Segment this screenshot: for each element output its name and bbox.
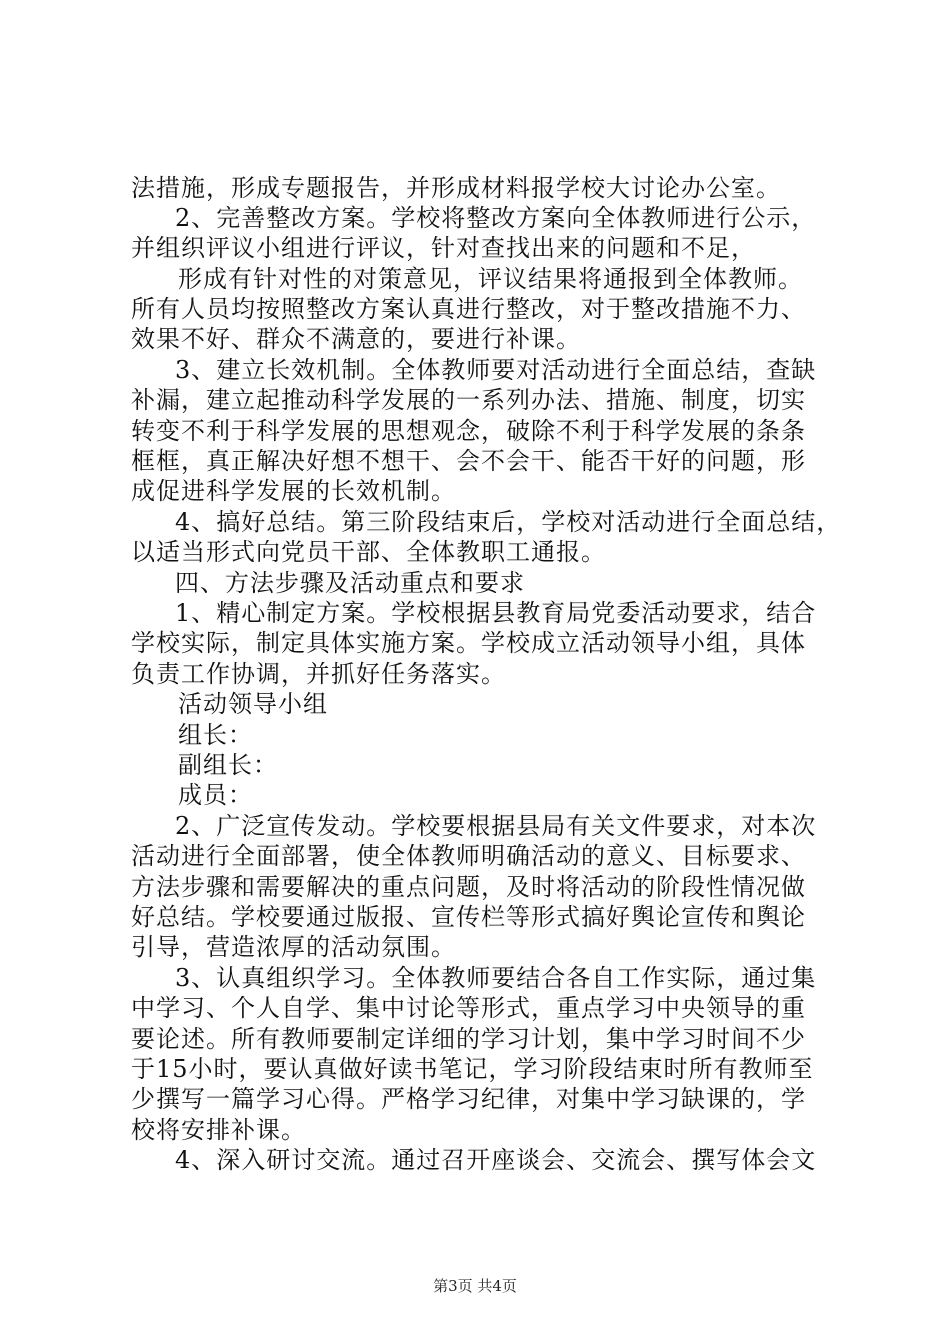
- text-line: 负责工作协调，并抓好任务落实。: [131, 660, 506, 688]
- text-line: 以适当形式向党员干部、全体教职工通报。: [131, 538, 606, 566]
- section-heading: 四、方法步骤及活动重点和要求: [175, 569, 525, 597]
- text-line: 2、广泛宣传发动。学校要根据县局有关文件要求，对本次: [175, 812, 817, 840]
- text-line: 副组长：: [178, 751, 278, 779]
- text-line: 补漏，建立起推动科学发展的一系列办法、措施、制度，切实: [131, 386, 806, 414]
- text-line: 4、深入研讨交流。通过召开座谈会、交流会、撰写体会文: [175, 1146, 817, 1174]
- text-line: 组长：: [178, 721, 253, 749]
- text-line: 少撰写一篇学习心得。严格学习纪律，对集中学习缺课的，学: [131, 1085, 806, 1113]
- text-line: 引导，营造浓厚的活动氛围。: [131, 933, 456, 961]
- text-line: 活动进行全面部署，使全体教师明确活动的意义、目标要求、: [131, 842, 806, 870]
- text-line: 并组织评议小组进行评议，针对查找出来的问题和不足，: [131, 234, 756, 262]
- text-line: 2、完善整改方案。学校将整改方案向全体教师进行公示，: [175, 204, 817, 232]
- text-line: 所有人员均按照整改方案认真进行整改，对于整改措施不力、: [131, 295, 806, 323]
- text-line: 3、建立长效机制。全体教师要对活动进行全面总结，查缺: [175, 356, 817, 384]
- page-number-footer: 第3页 共4页: [433, 1277, 517, 1295]
- text-line: 4、搞好总结。第三阶段结束后，学校对活动进行全面总结，: [175, 508, 842, 536]
- text-line: 于15小时，要认真做好读书笔记，学习阶段结束时所有教师至: [131, 1055, 814, 1083]
- text-line: 框框，真正解决好想不想干、会不会干、能否干好的问题，形: [131, 447, 806, 475]
- text-line: 中学习、个人自学、集中讨论等形式，重点学习中央领导的重: [131, 994, 806, 1022]
- text-line: 成促进科学发展的长效机制。: [131, 477, 456, 505]
- text-line: 方法步骤和需要解决的重点问题，及时将活动的阶段性情况做: [131, 873, 806, 901]
- text-line: 要论述。所有教师要制定详细的学习计划，集中学习时间不少: [131, 1025, 806, 1053]
- text-line: 3、认真组织学习。全体教师要结合各自工作实际，通过集: [175, 964, 817, 992]
- text-line: 好总结。学校要通过版报、宣传栏等形式搞好舆论宣传和舆论: [131, 903, 806, 931]
- text-line: 法措施，形成专题报告，并形成材料报学校大讨论办公室。: [131, 174, 781, 202]
- text-line: 转变不利于科学发展的思想观念，破除不利于科学发展的条条: [131, 417, 806, 445]
- text-line: 效果不好、群众不满意的，要进行补课。: [131, 325, 581, 353]
- text-line: 1、精心制定方案。学校根据县教育局党委活动要求，结合: [175, 599, 817, 627]
- text-line: 形成有针对性的对策意见，评议结果将通报到全体教师。: [178, 265, 803, 293]
- text-line: 成员：: [178, 781, 253, 809]
- text-line: 活动领导小组: [178, 690, 328, 718]
- text-line: 学校实际，制定具体实施方案。学校成立活动领导小组，具体: [131, 629, 806, 657]
- text-line: 校将安排补课。: [131, 1116, 306, 1144]
